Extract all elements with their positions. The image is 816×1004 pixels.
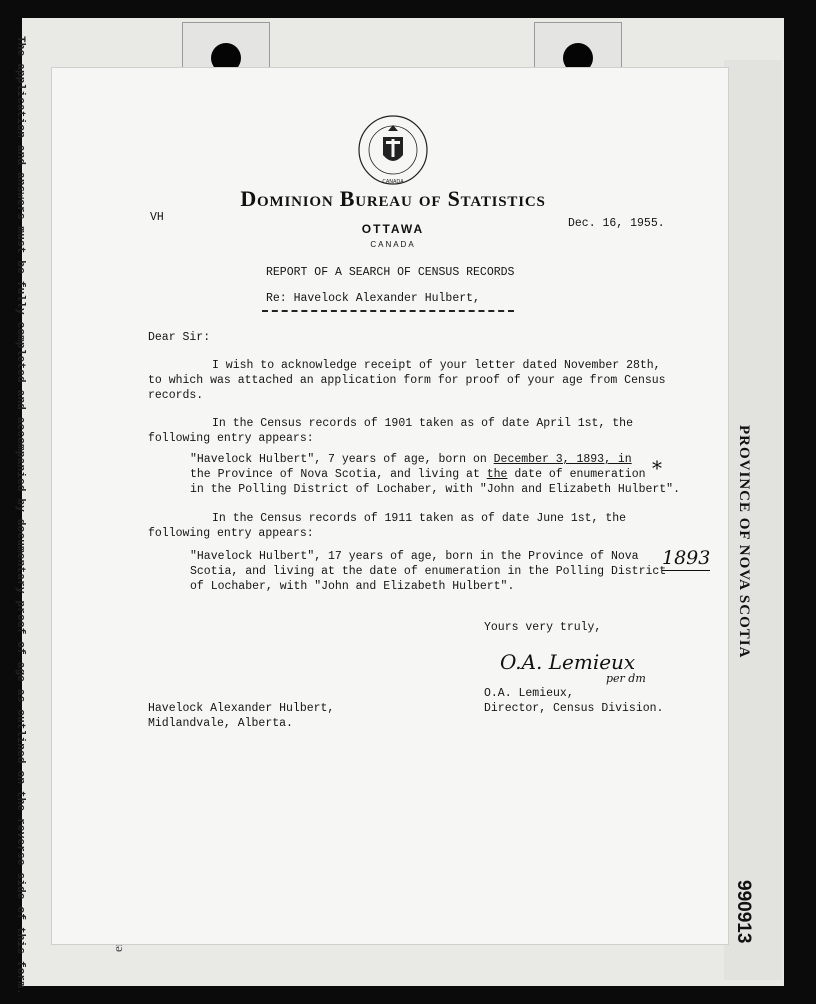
letter-date: Dec. 16, 1955.	[568, 217, 665, 230]
province-label: PROVINCE OF NOVA SCOTIA	[736, 425, 752, 659]
paragraph-1-line: to which was attached an application form for proof of your age from Census	[148, 374, 666, 387]
subject-line: Re: Havelock Alexander Hulbert,	[266, 292, 480, 305]
asterisk-annotation: *	[652, 456, 662, 480]
subject-underline	[262, 310, 514, 312]
census-1901-entry-line: in the Polling District of Lochaber, with "John and Elizabeth Hulbert".	[190, 483, 680, 496]
form-margin-instructions: The application and answers must be fully completed and accompanied by documentary proof of age as outlined on the reverse side of this form.	[14, 36, 26, 995]
census-1901-entry-line: the Province of Nova Scotia, and living at the date of enumeration	[190, 468, 646, 481]
census-1911-entry-line: "Havelock Hulbert", 17 years of age, born in the Province of Nova	[190, 550, 639, 563]
salutation: Dear Sir:	[148, 331, 211, 344]
recipient-address: Midlandvale, Alberta.	[148, 717, 293, 730]
paragraph-2-line: following entry appears:	[148, 432, 314, 445]
census-1911-entry-line: of Lochaber, with "John and Elizabeth Hulbert".	[190, 580, 515, 593]
paragraph-1-line: records.	[148, 389, 204, 402]
margin-year-annotation: 1893	[662, 547, 711, 569]
signature-per: per dm	[606, 672, 646, 685]
signer-name: O.A. Lemieux,	[484, 687, 574, 700]
typist-initials: VH	[150, 211, 164, 224]
closing: Yours very truly,	[484, 621, 602, 634]
letterhead-city: OTTAWA	[361, 222, 425, 236]
paragraph-3-line: In the Census records of 1911 taken as of date June 1st, the	[212, 512, 627, 525]
report-title: REPORT OF A SEARCH OF CENSUS RECORDS	[266, 266, 515, 279]
serial-number: 990913	[733, 880, 754, 944]
svg-text:CANADA: CANADA	[382, 179, 404, 185]
letterhead-title: Dominion Bureau of Statistics	[240, 186, 546, 211]
letterhead-country: CANADA	[370, 240, 416, 249]
recipient-name: Havelock Alexander Hulbert,	[148, 702, 335, 715]
signature: O.A. Lemieux	[500, 650, 636, 674]
paragraph-2-line: In the Census records of 1901 taken as of date April 1st, the	[212, 417, 633, 430]
census-1901-entry-line: "Havelock Hulbert", 7 years of age, born on December 3, 1893, in	[190, 453, 632, 466]
paragraph-3-line: following entry appears:	[148, 527, 314, 540]
signer-title: Director, Census Division.	[484, 702, 664, 715]
department-seal-icon	[355, 113, 431, 187]
birth-date-underlined: December 3, 1893, in	[493, 453, 632, 466]
census-1911-entry-line: Scotia, and living at the date of enumeration in the Polling District	[190, 565, 667, 578]
paragraph-1-line: I wish to acknowledge receipt of your letter dated November 28th,	[212, 359, 661, 372]
